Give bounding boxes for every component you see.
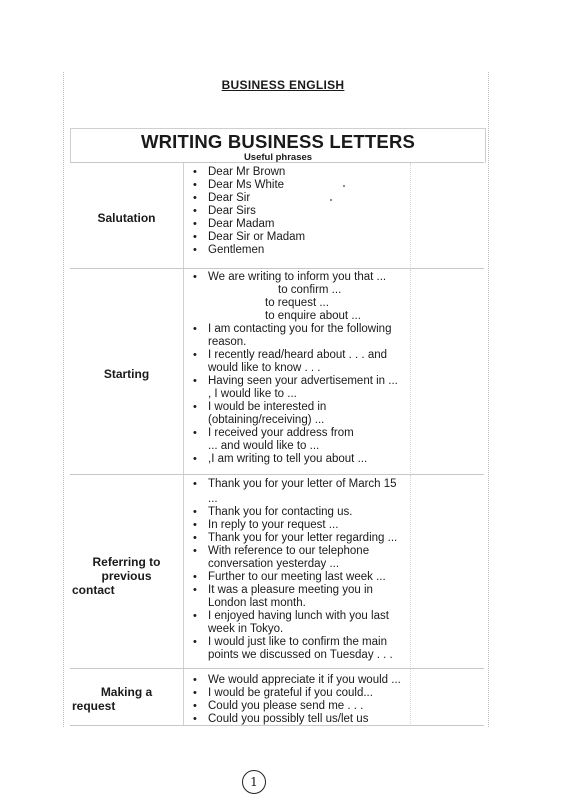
bullet-icon: •	[193, 271, 197, 283]
phrase-continuation: reason.	[208, 336, 247, 348]
bullet-icon: •	[193, 427, 197, 439]
scan-speck	[343, 185, 345, 187]
bullet-icon: •	[193, 231, 197, 243]
table-bottom-border	[70, 725, 484, 726]
phrase-list	[193, 166, 305, 257]
phrase-item: • Dear Mr Brown	[193, 166, 286, 178]
phrase-item: • Gentlemen	[193, 244, 265, 256]
column-divider-right	[410, 475, 411, 669]
document-subtitle: Useful phrases	[243, 152, 313, 163]
document-title: WRITING BUSINESS LETTERS	[140, 131, 416, 152]
column-divider	[183, 475, 184, 669]
phrase-item: • I would be grateful if you could...	[193, 687, 373, 699]
phrase-item: • Dear Sirs	[193, 205, 256, 217]
bullet-icon: •	[193, 519, 197, 531]
bullet-icon: •	[193, 636, 197, 648]
section-label: Making a request	[72, 685, 153, 713]
phrase-continuation: to enquire about ...	[265, 310, 361, 322]
phrase-item: • Thank you for your letter regarding ...	[193, 532, 398, 544]
column-divider-right	[410, 669, 411, 726]
phrase-continuation: ...	[208, 493, 218, 505]
phrase-continuation: conversation yesterday ...	[208, 558, 340, 570]
column-divider	[183, 269, 184, 475]
phrase-item: • In reply to your request ...	[193, 519, 339, 531]
phrase-item: • Thank you for contacting us.	[193, 506, 353, 518]
phrase-item: • I received your address from	[193, 427, 354, 439]
phrase-list	[193, 478, 397, 662]
phrase-item: • We would appreciate it if you would ...	[193, 674, 401, 686]
phrase-item: • Dear Madam	[193, 218, 275, 230]
phrase-continuation: ... and would like to ...	[208, 440, 320, 452]
section-referring	[70, 474, 484, 669]
phrase-item: • I recently read/heard about . . . and	[193, 349, 388, 361]
phrase-item: • Dear Sir	[193, 192, 251, 204]
phrase-item: • I would be interested in	[193, 401, 327, 413]
bullet-icon: •	[193, 166, 197, 178]
phrase-item: • ,I am writing to tell you about ...	[193, 453, 368, 465]
bullet-icon: •	[193, 545, 197, 557]
column-divider	[183, 669, 184, 726]
phrase-continuation: week in Tokyo.	[208, 623, 284, 635]
bullet-icon: •	[193, 205, 197, 217]
phrase-item: • I enjoyed having lunch with you last	[193, 610, 389, 622]
section-label: Salutation	[97, 211, 156, 225]
section-label: Referring to previous contact	[72, 555, 161, 597]
phrase-item: • With reference to our telephone	[193, 545, 370, 557]
phrase-continuation: , I would like to ...	[208, 388, 297, 400]
bullet-icon: •	[193, 401, 197, 413]
phrase-list	[193, 271, 398, 466]
column-divider-right	[410, 269, 411, 475]
section-label: Starting	[103, 367, 150, 381]
bullet-icon: •	[193, 506, 197, 518]
phrase-item: • Further to our meeting last week ...	[193, 571, 386, 583]
bullet-icon: •	[193, 244, 197, 256]
bullet-icon: •	[193, 218, 197, 230]
phrase-continuation: points we discussed on Tuesday . . .	[208, 649, 393, 661]
bullet-icon: •	[193, 571, 197, 583]
bullet-icon: •	[193, 179, 197, 191]
phrase-item: • We are writing to inform you that ...	[193, 271, 387, 283]
section-starting	[70, 268, 484, 475]
phrase-list	[193, 674, 401, 726]
header-title: BUSINESS ENGLISH	[221, 78, 345, 92]
phrase-continuation: London last month.	[208, 597, 306, 609]
bullet-icon: •	[193, 610, 197, 622]
column-divider-right	[410, 163, 411, 269]
bullet-icon: •	[193, 453, 197, 465]
phrase-item: • Dear Sir or Madam	[193, 231, 306, 243]
phrase-item: • Thank you for your letter of March 15	[193, 478, 397, 490]
section-salutation	[70, 162, 484, 269]
phrase-continuation: would like to know . . .	[208, 362, 321, 374]
bullet-icon: •	[193, 192, 197, 204]
bullet-icon: •	[193, 375, 197, 387]
phrase-continuation: (obtaining/receiving) ...	[208, 414, 325, 426]
phrase-item: • Dear Ms White	[193, 179, 285, 191]
phrase-item: • Could you possibly tell us/let us	[193, 713, 369, 725]
phrase-item: • Having seen your advertisement in ...	[193, 375, 398, 387]
phrase-continuation: to confirm ...	[278, 284, 342, 296]
phrase-item: • I would just like to confirm the main	[193, 636, 387, 648]
bullet-icon: •	[193, 713, 197, 725]
column-divider	[183, 163, 184, 269]
bullet-icon: •	[193, 349, 197, 361]
bullet-icon: •	[193, 532, 197, 544]
bullet-icon: •	[193, 700, 197, 712]
bullet-icon: •	[193, 674, 197, 686]
bullet-icon: •	[193, 323, 197, 335]
phrase-item: • Could you please send me . . .	[193, 700, 364, 712]
scan-speck	[330, 199, 332, 201]
section-making-request	[70, 668, 484, 726]
bullet-icon: •	[193, 687, 197, 699]
phrase-item: • I am contacting you for the following	[193, 323, 392, 335]
phrase-continuation: to request ...	[265, 297, 329, 309]
bullet-icon: •	[193, 584, 197, 596]
phrase-item: • It was a pleasure meeting you in	[193, 584, 373, 596]
bullet-icon: •	[193, 478, 197, 490]
page-number: 1	[242, 770, 266, 794]
